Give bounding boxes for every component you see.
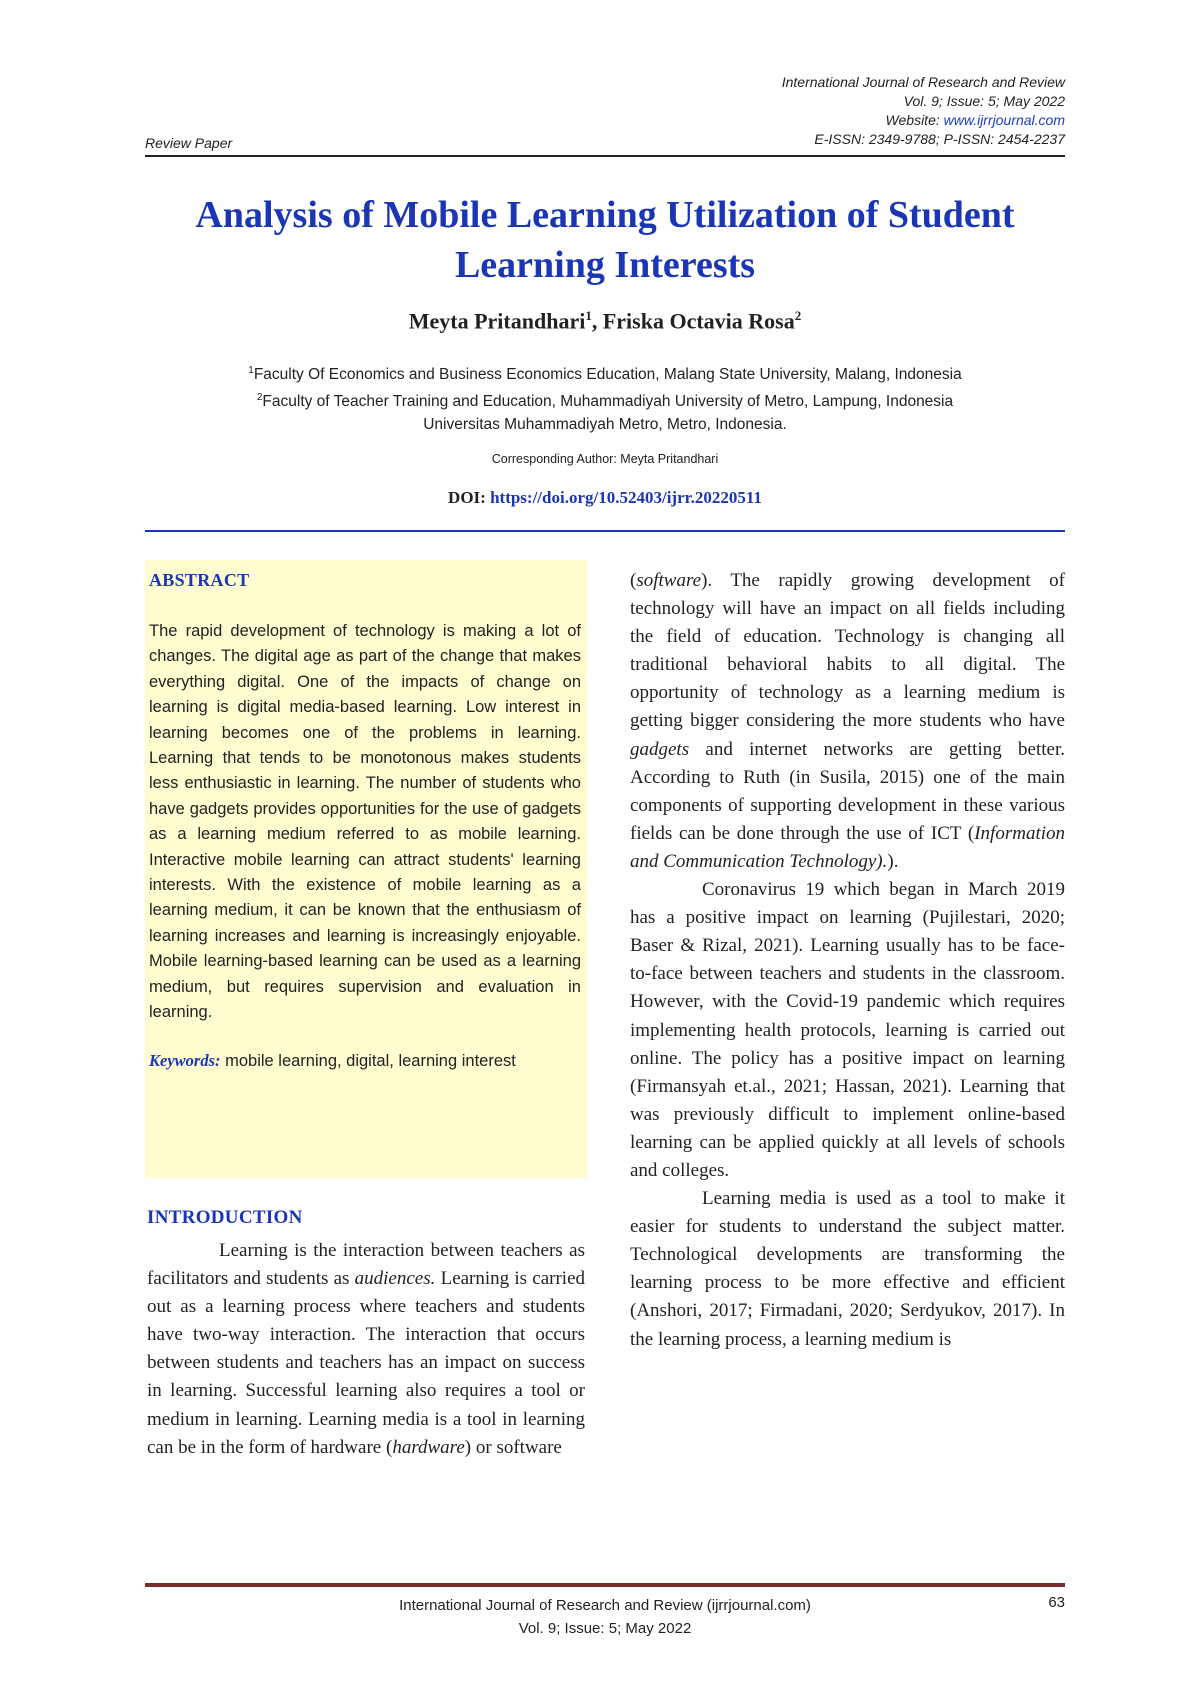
corresponding-author: Corresponding Author: Meyta Pritandhari [491, 452, 719, 466]
journal-name: International Journal of Research and Review [781, 74, 1065, 90]
volume-issue: Vol. 9; Issue: 5; May 2022 [903, 93, 1065, 109]
footer [145, 1594, 1065, 1640]
intro-paragraph [147, 1237, 585, 1462]
italic-run: Information and Communication Technology). [630, 822, 1065, 872]
abstract-heading: ABSTRACT [149, 570, 250, 590]
italic-run: software [636, 570, 702, 591]
text-run: ). The rapidly growing development of technology will have an impact on all fields including the field of education. Technology is changing all traditional behavioral habits to all digital. The opportunity of technology as a learning medium is getting bigger considering the more students who have [630, 570, 1065, 732]
keywords-text: mobile learning, digital, learning interest [225, 1051, 516, 1070]
doi-line [145, 488, 1065, 508]
paper-type: Review Paper [145, 135, 233, 151]
paragraph-learning-media: Learning media is used as a tool to make it easier for students to understand the subject matter. Technological developments are transforming the learning process to be more effective and efficient (Anshori, 2017; Firmadani, 2020; Serdyukov, 2017). In the learning process, a learning medium is [630, 1188, 1065, 1350]
paper-title: Analysis of Mobile Learning Utilization of Student Learning Interests [195, 194, 1015, 286]
abstract-box [145, 560, 587, 1178]
journal-header [782, 73, 1065, 149]
text-run: and internet networks are getting better. According to Ruth (in Susila, 2015) one of the main components of supporting development in these various fields can be done through the use of ICT ( [630, 738, 1065, 844]
italic-run: gadgets [630, 738, 690, 760]
affiliations [145, 359, 1065, 436]
author-list: Meyta Pritandhari$^1$, Friska Octavia Rosa$^2$ [408, 308, 802, 334]
affiliation-sup: 1 [248, 365, 254, 376]
abstract-text: The rapid development of technology is making a lot of changes. The digital age as part of the change that makes everything digital. One of the impacts of change on learning is digital media-based learning. Low interest in learning becomes one of the problems in learning. Learning that tends to be monotonous makes students less enthusiastic in learning. The number of students who have gadgets provides opportunities for the use of gadgets as a learning medium referred to as mobile learning. Interactive mobile learning can attract students' learning interests. With the existence of mobile learning as a learning medium, it can be known that the enthusiasm of learning increases and learning is increasingly enjoyable. Mobile learning-based learning can be used as a learning medium, but requires supervision and evaluation in learning. [149, 622, 581, 1022]
text-run: ). [887, 850, 899, 872]
affiliation-text: Faculty Of Economics and Business Economics Education, Malang State University, Malang, Indonesia [253, 366, 962, 384]
header-divider [145, 155, 1065, 157]
affiliation-text: Universitas Muhammadiyah Metro, Metro, Indonesia. [423, 416, 787, 434]
author-name: Meyta Pritandhari [408, 308, 586, 334]
affiliation-2 [145, 386, 1065, 413]
keywords-label: Keywords: [149, 1050, 221, 1070]
title-divider [145, 530, 1065, 532]
affiliation-sup: 2 [256, 392, 263, 404]
italic-run: audiences. [354, 1268, 436, 1290]
affiliation-3 [145, 413, 1065, 436]
italic-run: hardware [392, 1436, 465, 1458]
website-line [782, 111, 1065, 130]
text-run: Learning is carried out as a learning process where teachers and students have two-way interaction. The interaction that occurs between students and teachers has an impact on success in learning. Successful learning also requires a tool or medium in learning. Learning media is a tool in learning can be in the form of hardware ( [147, 1268, 586, 1458]
keywords [149, 1048, 581, 1074]
paragraph-software [630, 567, 1065, 876]
doi-link[interactable]: https://doi.org/10.52403/ijrr.20220511 [490, 488, 762, 507]
text-run: ( [630, 570, 637, 591]
author-sup: 1 [585, 308, 592, 323]
author-sup: 2 [794, 308, 802, 323]
paragraph-coronavirus: Coronavirus 19 which began in March 2019 has a positive impact on learning (Pujilestari, 2020; Baser & Rizal, 2021). Learning usually has to be face-to-face between teachers and students in the classroom. However, with the Covid-19 pandemic which requires implementing health protocols, learning is carried out online. The policy has a positive impact on learning (Firmansyah et.al., 2021; Hassan, 2021). Learning that was previously difficult to implement online-based learning can be applied quickly at all levels of schools and colleges. [630, 879, 1065, 1181]
text-run: ) or software [464, 1436, 562, 1458]
author-name: Friska Octavia Rosa [602, 308, 795, 334]
doi-label: DOI: [448, 488, 486, 507]
affiliation-1 [145, 359, 1065, 386]
footer-issue: Vol. 9; Issue: 5; May 2022 [518, 1620, 692, 1637]
affiliation-text: Faculty of Teacher Training and Education, Muhammadiyah University of Metro, Lampung, Indonesia [262, 393, 954, 411]
text-run: Learning is the interaction between teachers as facilitators and students as [147, 1240, 585, 1290]
footer-journal: International Journal of Research and Review (ijrrjournal.com) [399, 1597, 811, 1614]
website-link[interactable]: www.ijrrjournal.com [943, 112, 1065, 128]
left-column-body [147, 1237, 585, 1462]
footer-divider [145, 1583, 1065, 1587]
introduction-heading: INTRODUCTION [147, 1207, 303, 1228]
issn: E-ISSN: 2349-9788; P-ISSN: 2454-2237 [814, 131, 1065, 147]
page-number: 63 [1048, 1594, 1065, 1611]
right-column-body [630, 567, 1065, 1354]
website-label: Website: [885, 112, 940, 128]
